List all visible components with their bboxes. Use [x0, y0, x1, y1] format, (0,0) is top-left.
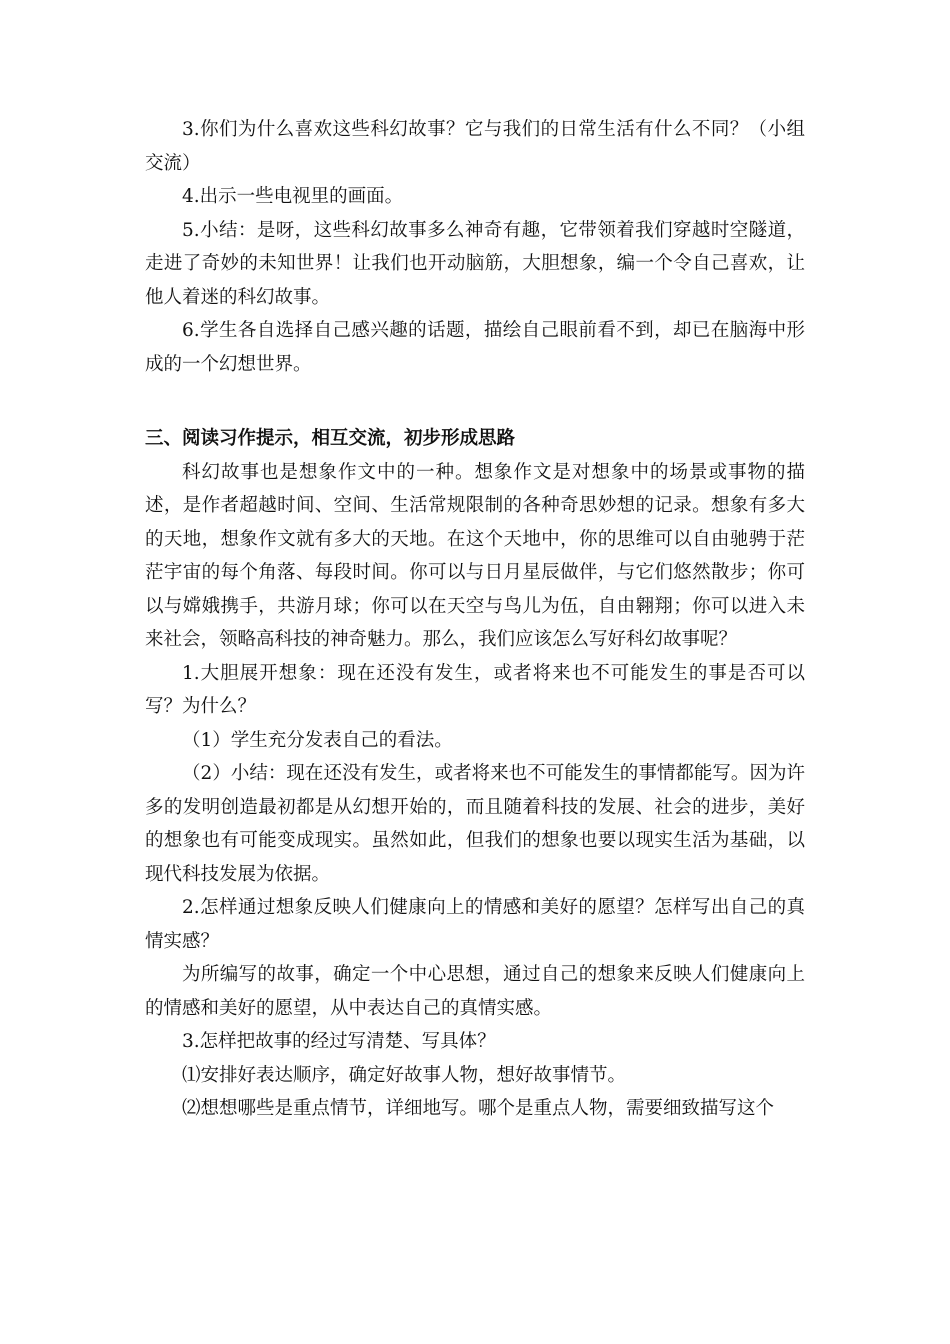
paragraph-intro-sci-fi: 科幻故事也是想象作文中的一种。想象作文是对想象中的场景或事物的描述，是作者超越时间、空间、生活常规限制的各种奇思妙想的记录。想象有多大的天地，想象作文就有多大的天地。在这个天地中，你的思维可以自由驰骋于茫茫宇宙的每个角落、每段时间。你可以与日月星辰做伴，与它们悠然散步；你可以与嫦娥携手，共游月球；你可以在天空与鸟儿为伍，自由翱翔；你可以进入未来社会，领略高科技的神奇魅力。那么，我们应该怎么写好科幻故事呢？	[145, 461, 805, 650]
paragraph-point-1-sub-1: （1）学生充分发表自己的看法。	[182, 729, 453, 751]
paragraph-question-3: 3.你们为什么喜欢这些科幻故事？它与我们的日常生活有什么不同？（小组交流）	[145, 119, 805, 174]
paragraph-point-3-sub-1: ⑴安排好表达顺序，确定好故事人物，想好故事情节。	[182, 1064, 627, 1086]
document-body	[145, 113, 805, 1126]
paragraph-point-2: 2.怎样通过想象反映人们健康向上的情感和美好的愿望？怎样写出自己的真情实感？	[145, 897, 805, 952]
paragraph-summary-5: 5.小结：是呀，这些科幻故事多么神奇有趣，它带领着我们穿越时空隧道，走进了奇妙的未知世界！让我们也开动脑筋，大胆想象，编一个令自己喜欢，让他人着迷的科幻故事。	[145, 219, 805, 308]
paragraph-point-2-answer: 为所编写的故事，确定一个中心思想，通过自己的想象来反映人们健康向上的情感和美好的愿望，从中表达自己的真情实感。	[145, 964, 805, 1019]
section-heading: 三、阅读习作提示，相互交流，初步形成思路	[145, 428, 516, 449]
paragraph-point-1-sub-2: （2）小结：现在还没有发生，或者将来也不可能发生的事情都能写。因为许多的发明创造最初都是从幻想开始的，而且随着科技的发展、社会的进步，美好的想象也有可能变成现实。虽然如此，但我们的想象也要以现实生活为基础，以现代科技发展为依据。	[145, 763, 805, 885]
paragraph-point-3: 3.怎样把故事的经过写清楚、写具体？	[182, 1031, 496, 1052]
paragraph-point-1: 1.大胆展开想象：现在还没有发生，或者将来也不可能发生的事是否可以写？为什么？	[145, 662, 805, 717]
paragraph-student-choice-6: 6.学生各自选择自己感兴趣的话题，描绘自己眼前看不到，却已在脑海中形成的一个幻想世界。	[145, 320, 805, 375]
paragraph-show-tv-images: 4.出示一些电视里的画面。	[182, 186, 404, 207]
paragraph-point-3-sub-2: ⑵想想哪些是重点情节，详细地写。哪个是重点人物，需要细致描写这个	[182, 1098, 775, 1119]
